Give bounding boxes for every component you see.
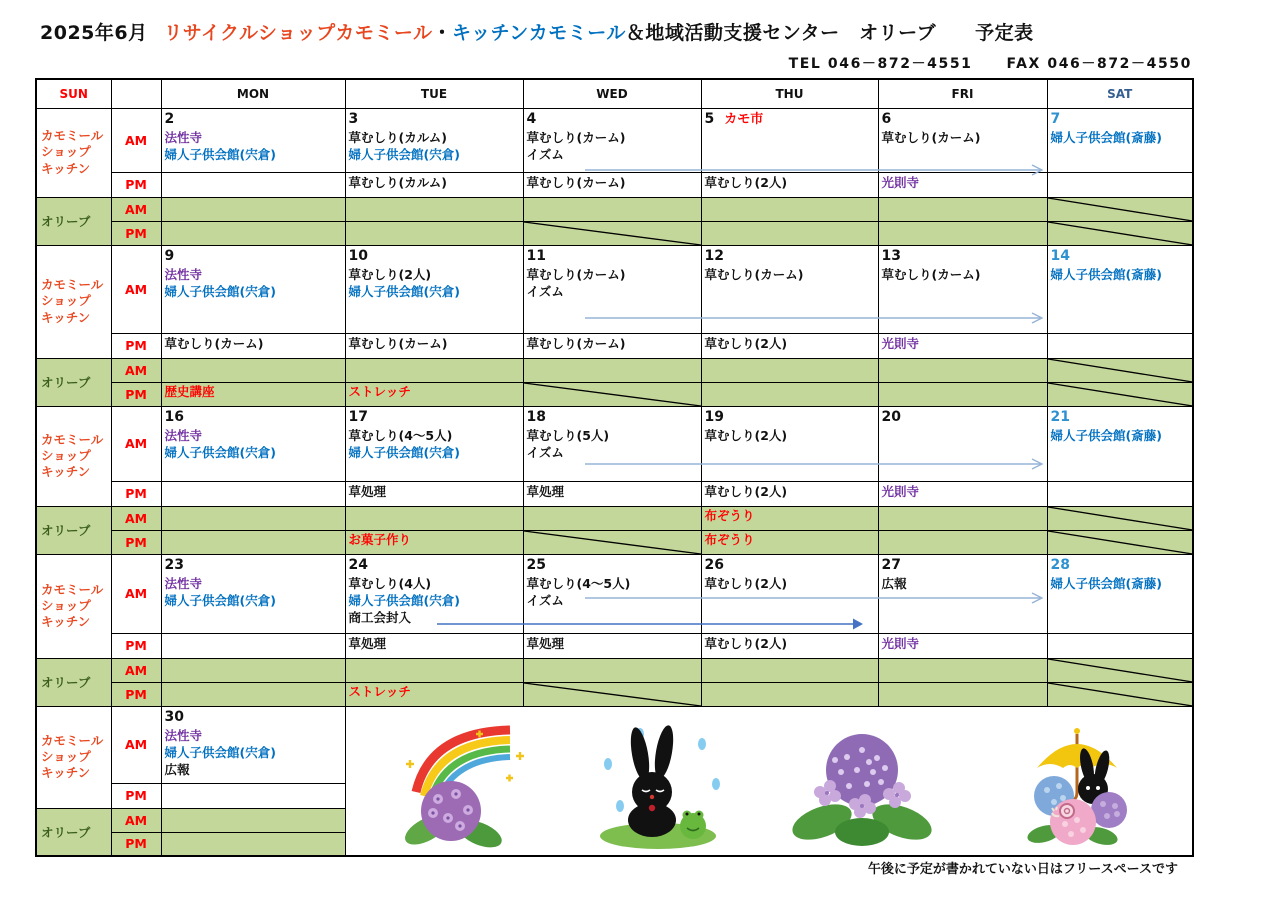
date-line [527, 408, 698, 427]
date-number: 5 [704, 110, 715, 127]
event-text: ストレッチ [348, 683, 411, 699]
date-number: 4 [526, 110, 537, 127]
am-label: AM [111, 245, 161, 333]
olive-pm-fri [878, 682, 1047, 706]
am-label: AM [111, 197, 161, 221]
date-number: 20 [881, 408, 901, 425]
event-text: 草むしり(カーム) [704, 266, 804, 282]
olive-pm-sat [1047, 382, 1193, 406]
olive-am-tue [345, 358, 523, 382]
chamomile-row-label: カモミール ショップ キッチン [36, 406, 111, 506]
date-line [349, 247, 520, 266]
illustration-rabbit-frog-rain [590, 714, 725, 850]
event-text: 草むしり(2人) [348, 266, 432, 282]
diagonal-line [1048, 507, 1193, 530]
olive-pm-wed [523, 682, 701, 706]
olive-am-sat [1047, 197, 1193, 221]
title-separator: ・ [432, 22, 453, 44]
tel-number: TEL 046－872－4551 [788, 56, 973, 72]
date-line [165, 110, 342, 129]
olive-row-label: オリーブ [36, 358, 111, 406]
date-number: 10 [348, 247, 368, 264]
title-shop-name: リサイクルショップカモミール [163, 22, 433, 44]
pm-label: PM [111, 682, 161, 706]
event-text: 草むしり(カーム) [526, 266, 626, 282]
header-thu: THU [701, 79, 878, 108]
olive-pm-wed [523, 382, 701, 406]
event-text: 光則寺 [881, 335, 920, 351]
date-line [165, 556, 342, 575]
event-text: 草むしり(4～5人) [348, 427, 453, 443]
pm-label: PM [111, 333, 161, 358]
event-text: 婦人子供会館(宍倉) [164, 592, 276, 608]
date-line [705, 408, 875, 427]
diagonal-line [524, 683, 701, 706]
olive-am-fri [878, 658, 1047, 682]
event-text: 婦人子供会館(斎藤) [1050, 129, 1162, 145]
olive-am-wed [523, 197, 701, 221]
olive-am-thu [701, 658, 878, 682]
am-label: AM [111, 658, 161, 682]
event-text: 婦人子供会館(宍倉) [348, 592, 460, 608]
cell-thu-5-pm [701, 172, 878, 197]
date-note: カモ市 [724, 111, 764, 127]
event-text: 光則寺 [881, 635, 920, 651]
am-label: AM [111, 108, 161, 172]
am-label: AM [111, 406, 161, 481]
event-text: 草むしり(カーム) [881, 266, 981, 282]
olive-am-mon [161, 658, 345, 682]
olive-pm-fri [878, 221, 1047, 245]
illustration-rabbit-umbrella-snail [999, 712, 1149, 850]
date-line [882, 110, 1044, 129]
date-number: 21 [1050, 408, 1070, 425]
diagonal-line [1048, 198, 1193, 221]
olive-am-thu [701, 197, 878, 221]
event-text: 婦人子供会館(宍倉) [164, 744, 276, 760]
am-label: AM [111, 706, 161, 783]
cell-tue-24-am [345, 554, 523, 633]
illustration-area [345, 706, 1193, 856]
olive-am-sat [1047, 506, 1193, 530]
cell-fri-20-pm [878, 481, 1047, 506]
cell-fri-27-am [878, 554, 1047, 633]
date-number: 26 [704, 556, 724, 573]
olive-pm-thu [701, 530, 878, 554]
cell-wed-18-am [523, 406, 701, 481]
pm-label: PM [111, 382, 161, 406]
cell-wed-11-pm [523, 333, 701, 358]
event-text: 婦人子供会館(斎藤) [1050, 575, 1162, 591]
event-text: 法性寺 [164, 427, 203, 443]
cell-wed-4-am [523, 108, 701, 172]
cell-sat-28-am [1047, 554, 1193, 633]
cell-tue-3-am [345, 108, 523, 172]
date-number: 18 [526, 408, 546, 425]
contact-info [789, 53, 1192, 73]
date-number: 7 [1050, 110, 1061, 127]
date-number: 9 [164, 247, 175, 264]
olive-row-label: オリーブ [36, 808, 111, 856]
date-number: 25 [526, 556, 546, 573]
pm-label: PM [111, 172, 161, 197]
cell-wed-11-am [523, 245, 701, 333]
event-text: 婦人子供会館(斎藤) [1050, 266, 1162, 282]
date-line [705, 247, 875, 266]
event-text: 草むしり(2人) [704, 635, 788, 651]
cell-mon-2-am [161, 108, 345, 172]
date-number: 19 [704, 408, 724, 425]
olive-am-sat [1047, 658, 1193, 682]
olive-am-mon [161, 197, 345, 221]
date-line [882, 556, 1044, 575]
event-text: 婦人子供会館(宍倉) [164, 283, 276, 299]
title-suffix: ＆地域活動支援センター オリーブ 予定表 [625, 22, 1034, 44]
event-text: 布ぞうり [704, 531, 755, 547]
page-title [40, 18, 1034, 45]
olive-am-tue [345, 506, 523, 530]
date-number: 17 [348, 408, 368, 425]
diagonal-line [1048, 359, 1193, 382]
diagonal-line [1048, 222, 1193, 245]
date-line [165, 408, 342, 427]
illustration-hydrangea-rainbow [388, 714, 538, 850]
date-number: 28 [1050, 556, 1070, 573]
date-number: 24 [348, 556, 368, 573]
event-text: 法性寺 [164, 727, 203, 743]
event-text: 布ぞうり [704, 507, 755, 523]
cell-tue-24-pm [345, 633, 523, 658]
header-tue: TUE [345, 79, 523, 108]
cell-fri-6-am [878, 108, 1047, 172]
cell-thu-26-am [701, 554, 878, 633]
olive-am-thu [701, 506, 878, 530]
pm-label: PM [111, 221, 161, 245]
am-label: AM [111, 808, 161, 832]
event-text: 草むしり(5人) [526, 427, 610, 443]
cell-sat-7-am [1047, 108, 1193, 172]
olive-pm-fri [878, 530, 1047, 554]
event-text: イズム [526, 283, 564, 299]
cell-mon-9-pm [161, 333, 345, 358]
date-number: 27 [881, 556, 901, 573]
olive-pm-wed [523, 221, 701, 245]
date-line [705, 556, 875, 575]
cell-fri-13-pm [878, 333, 1047, 358]
event-text: 草むしり(カルム) [348, 174, 447, 190]
event-text: 草処理 [348, 635, 387, 651]
date-line [1051, 247, 1190, 266]
date-number: 3 [348, 110, 359, 127]
header-sat: SAT [1047, 79, 1193, 108]
cell-wed-18-pm [523, 481, 701, 506]
event-text: 草むしり(カーム) [881, 129, 981, 145]
date-number: 12 [704, 247, 724, 264]
event-text: イズム [526, 444, 564, 460]
olive-pm-wed [523, 530, 701, 554]
event-text: 法性寺 [164, 129, 203, 145]
event-text: 草むしり(2人) [704, 483, 788, 499]
olive-pm-sat [1047, 682, 1193, 706]
cell-thu-19-pm [701, 481, 878, 506]
olive-pm-tue [345, 382, 523, 406]
date-number: 30 [164, 708, 184, 725]
olive-pm-thu [701, 382, 878, 406]
date-number: 2 [164, 110, 175, 127]
olive-pm-fri [878, 382, 1047, 406]
am-label: AM [111, 506, 161, 530]
olive-am-fri [878, 506, 1047, 530]
date-line [349, 556, 520, 575]
olive-row-label: オリーブ [36, 658, 111, 706]
date-line [165, 708, 342, 727]
event-text: 歴史講座 [164, 383, 215, 399]
header-wed: WED [523, 79, 701, 108]
olive-pm-mon [161, 221, 345, 245]
pm-label: PM [111, 530, 161, 554]
event-text: お菓子作り [348, 531, 412, 547]
cell-mon-9-am [161, 245, 345, 333]
date-line [165, 247, 342, 266]
event-text: 広報 [164, 761, 190, 777]
event-text: イズム [526, 146, 564, 162]
olive-pm-tue [345, 221, 523, 245]
cell-tue-10-am [345, 245, 523, 333]
date-line [527, 247, 698, 266]
olive-am-fri [878, 197, 1047, 221]
event-text: 婦人子供会館(宍倉) [164, 444, 276, 460]
cell-sat-7-pm [1047, 172, 1193, 197]
olive-am-sat [1047, 358, 1193, 382]
cell-sat-21-pm [1047, 481, 1193, 506]
event-text: 草むしり(2人) [704, 174, 788, 190]
event-text: 草処理 [526, 635, 565, 651]
cell-wed-25-pm [523, 633, 701, 658]
diagonal-line [1048, 531, 1193, 554]
olive-am-thu [701, 358, 878, 382]
date-line [1051, 556, 1190, 575]
am-label: AM [111, 358, 161, 382]
pm-label: PM [111, 481, 161, 506]
olive-am-tue [345, 658, 523, 682]
event-text: 法性寺 [164, 266, 203, 282]
olive-pm-thu [701, 221, 878, 245]
diagonal-line [524, 531, 701, 554]
chamomile-row-label: カモミール ショップ キッチン [36, 108, 111, 197]
footnote: 午後に予定が書かれていない日はフリースペースです [867, 862, 1178, 877]
olive-am-mon [161, 808, 345, 832]
olive-pm-tue [345, 682, 523, 706]
cell-tue-17-am [345, 406, 523, 481]
date-line [349, 408, 520, 427]
date-number: 23 [164, 556, 184, 573]
cell-mon-23-pm [161, 633, 345, 658]
event-text: イズム [526, 592, 564, 608]
event-text: 草むしり(カーム) [526, 335, 626, 351]
olive-pm-mon [161, 382, 345, 406]
header-mon: MON [161, 79, 345, 108]
diagonal-line [524, 383, 701, 406]
event-text: 光則寺 [881, 483, 920, 499]
event-text: 草むしり(カルム) [348, 129, 447, 145]
event-text: 草むしり(4～5人) [526, 575, 631, 591]
event-text: ストレッチ [348, 383, 411, 399]
event-text: 婦人子供会館(宍倉) [348, 146, 460, 162]
event-text: 草むしり(4人) [348, 575, 432, 591]
cell-sat-14-am [1047, 245, 1193, 333]
date-number: 11 [526, 247, 546, 264]
event-text: 草むしり(カーム) [348, 335, 448, 351]
olive-am-tue [345, 197, 523, 221]
date-number: 14 [1050, 247, 1070, 264]
date-line [882, 247, 1044, 266]
calendar-grid [35, 78, 1194, 857]
olive-pm-mon [161, 832, 345, 856]
event-text: 光則寺 [881, 174, 920, 190]
cell-mon-30-pm [161, 783, 345, 808]
event-text: 婦人子供会館(宍倉) [348, 283, 460, 299]
cell-tue-3-pm [345, 172, 523, 197]
olive-pm-tue [345, 530, 523, 554]
olive-row-label: オリーブ [36, 506, 111, 554]
diagonal-line [1048, 659, 1193, 682]
diagonal-line [524, 222, 701, 245]
cell-mon-23-am [161, 554, 345, 633]
illustration-hydrangea-bouquet [777, 712, 947, 850]
pm-label: PM [111, 783, 161, 808]
olive-am-mon [161, 506, 345, 530]
cell-sat-28-pm [1047, 633, 1193, 658]
diagonal-line [1048, 383, 1193, 406]
cell-tue-10-pm [345, 333, 523, 358]
event-text: 商工会封入 [348, 609, 412, 625]
date-line [527, 556, 698, 575]
diagonal-line [1048, 683, 1193, 706]
event-text: 草むしり(カーム) [526, 174, 626, 190]
date-line [1051, 110, 1190, 129]
event-text: 婦人子供会館(宍倉) [164, 146, 276, 162]
olive-row-label: オリーブ [36, 197, 111, 245]
cell-thu-19-am [701, 406, 878, 481]
event-text: 法性寺 [164, 575, 203, 591]
pm-label: PM [111, 832, 161, 856]
cell-wed-25-am [523, 554, 701, 633]
event-text: 草処理 [526, 483, 565, 499]
olive-am-wed [523, 506, 701, 530]
cell-tue-17-pm [345, 481, 523, 506]
date-line [527, 110, 698, 129]
event-text: 広報 [881, 575, 907, 591]
event-text: 草むしり(カーム) [164, 335, 264, 351]
event-text: 草むしり(2人) [704, 575, 788, 591]
date-number: 16 [164, 408, 184, 425]
event-text: 草むしり(2人) [704, 427, 788, 443]
date-line [705, 110, 875, 129]
olive-am-mon [161, 358, 345, 382]
cell-fri-27-pm [878, 633, 1047, 658]
title-month: 2025年6月 [40, 22, 148, 44]
olive-pm-mon [161, 682, 345, 706]
header-sun: SUN [36, 79, 111, 108]
date-line [882, 408, 1044, 427]
header-fri: FRI [878, 79, 1047, 108]
date-number: 6 [881, 110, 892, 127]
cell-sat-21-am [1047, 406, 1193, 481]
cell-thu-5-am [701, 108, 878, 172]
cell-sat-14-pm [1047, 333, 1193, 358]
cell-thu-12-am [701, 245, 878, 333]
date-number: 13 [881, 247, 901, 264]
olive-pm-mon [161, 530, 345, 554]
olive-am-fri [878, 358, 1047, 382]
chamomile-row-label: カモミール ショップ キッチン [36, 245, 111, 358]
event-text: 婦人子供会館(宍倉) [348, 444, 460, 460]
olive-am-wed [523, 358, 701, 382]
date-line [349, 110, 520, 129]
event-text: 婦人子供会館(斎藤) [1050, 427, 1162, 443]
olive-pm-sat [1047, 221, 1193, 245]
chamomile-row-label: カモミール ショップ キッチン [36, 706, 111, 808]
cell-mon-2-pm [161, 172, 345, 197]
cell-fri-6-pm [878, 172, 1047, 197]
title-kitchen-name: キッチンカモミール [452, 22, 626, 44]
event-text: 草むしり(カーム) [526, 129, 626, 145]
chamomile-row-label: カモミール ショップ キッチン [36, 554, 111, 658]
event-text: 草むしり(2人) [704, 335, 788, 351]
cell-fri-13-am [878, 245, 1047, 333]
cell-wed-4-pm [523, 172, 701, 197]
event-text: 草処理 [348, 483, 387, 499]
cell-mon-16-pm [161, 481, 345, 506]
fax-number: FAX 046－872－4550 [1006, 56, 1192, 72]
cell-fri-20-am [878, 406, 1047, 481]
date-line [1051, 408, 1190, 427]
olive-pm-thu [701, 682, 878, 706]
header-ampm-col [111, 79, 161, 108]
cell-mon-30-am [161, 706, 345, 783]
pm-label: PM [111, 633, 161, 658]
cell-mon-16-am [161, 406, 345, 481]
cell-thu-26-pm [701, 633, 878, 658]
olive-pm-sat [1047, 530, 1193, 554]
olive-am-wed [523, 658, 701, 682]
am-label: AM [111, 554, 161, 633]
cell-thu-12-pm [701, 333, 878, 358]
